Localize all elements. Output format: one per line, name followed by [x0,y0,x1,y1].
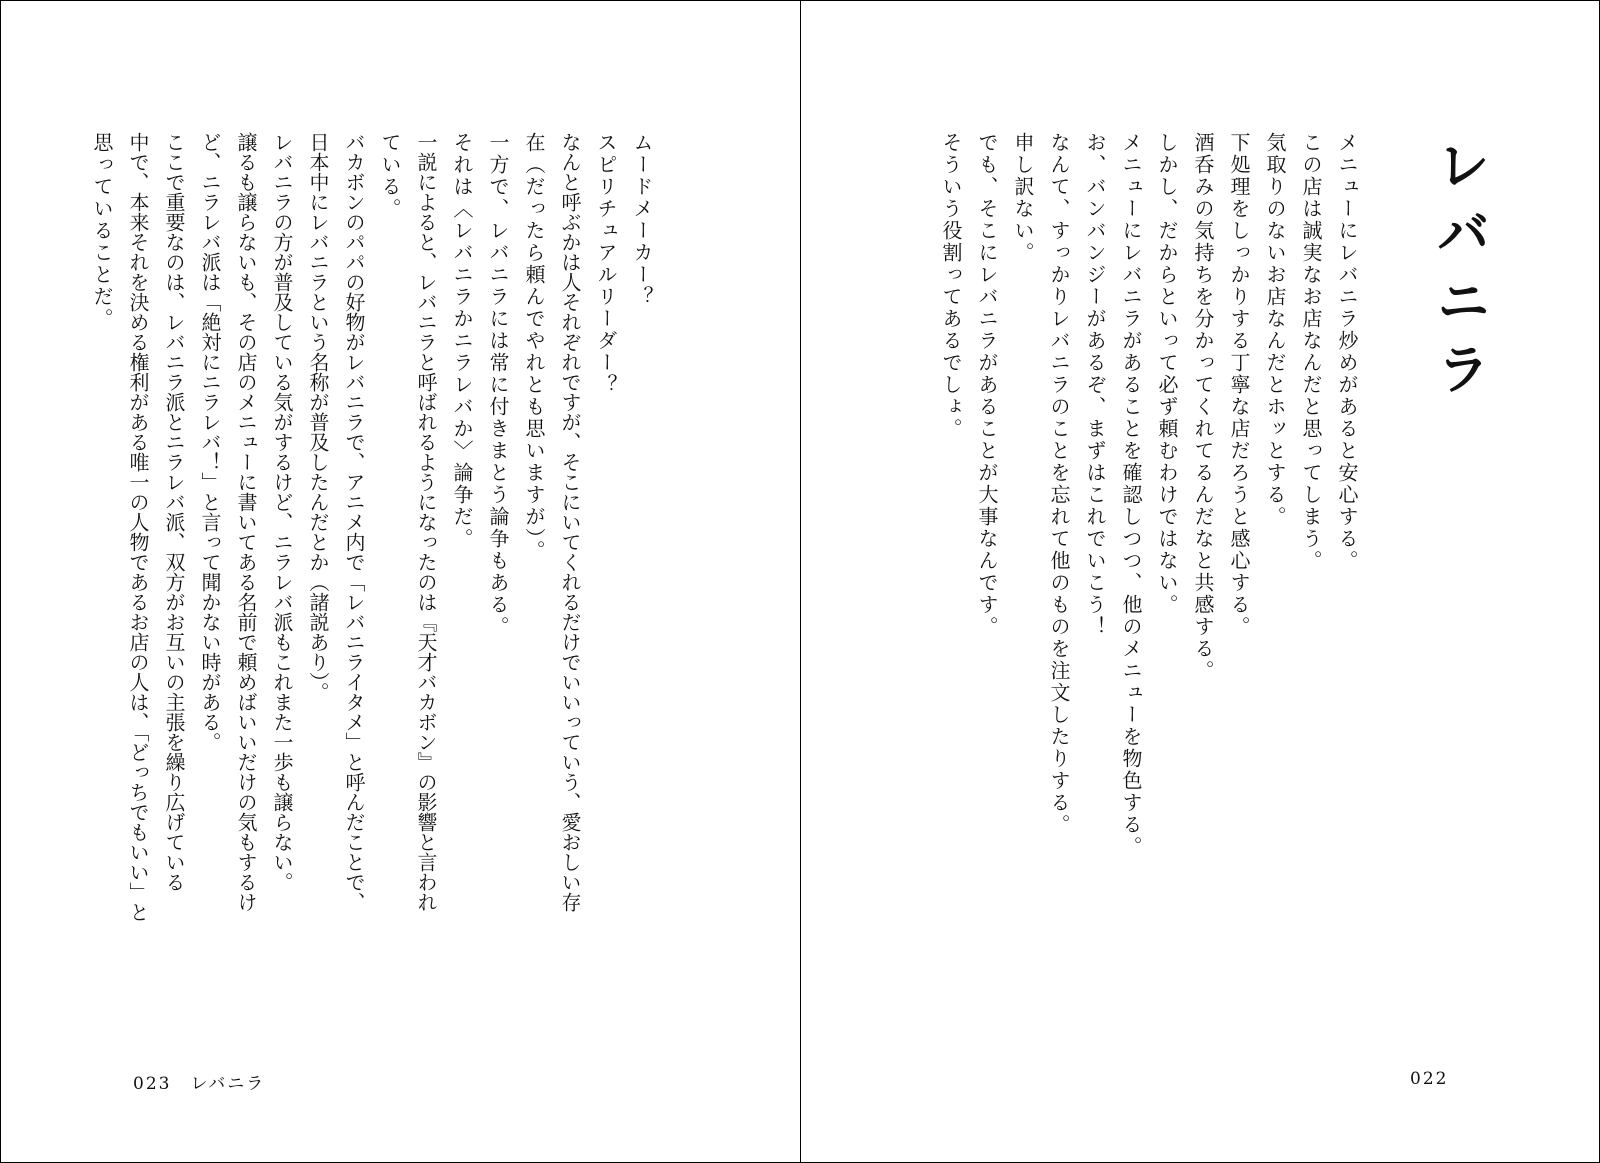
left-text-line: 中で、本来それを決める権利がある唯一の人物であるお店の人は、「どっちでもいい」と [126,132,150,922]
right-text-line: なんて、すっかりレバニラのことを忘れて他のものを注文したりする。 [1047,132,1071,836]
left-text-line: ムードメーカー？ [630,132,654,308]
right-text-line: メニューにレバニラ炒めがあると安心する。 [1335,132,1359,572]
page-number-right: 022 [1410,1069,1449,1089]
right-text-line: 気取りのないお店なんだとホッとする。 [1263,132,1287,528]
right-text-line: そういう役割ってあるでしょ。 [939,132,963,440]
right-text-line: お、バンバンジーがあるぞ、まずはこれでいこう！ [1083,132,1107,638]
left-text-line: 日本中にレバニラという名称が普及したんだとか（諸説あり）。 [306,132,330,702]
left-text-line: ど、ニラレバ派は「絶対にニラレバ！」と言って聞かない時がある。 [198,132,222,752]
left-text-line: それは〈レバニラかニラレバか〉論争だ。 [450,132,474,550]
right-text-line: 酒呑みの気持ちを分かってくれてるんだなと共感する。 [1191,132,1215,682]
right-text-line: しかし、だからといって必ず頼むわけではない。 [1155,132,1179,616]
right-text-line: メニューにレバニラがあることを確認しつつ、他のメニューを物色する。 [1119,132,1143,858]
gutter-divider [800,1,801,1162]
left-text-line: なんと呼ぶかは人それぞれですが、そこにいてくれるだけでいいっていう、愛おしい存 [558,132,582,912]
left-text-line: ている。 [378,132,402,220]
left-text-line: 譲るも譲らないも、その店のメニューに書いてある名前で頼めばいいだけの気もするけ [234,132,258,912]
right-text-line: でも、そこにレバニラがあることが大事なんです。 [975,132,999,638]
left-text-line: レバニラの方が普及している気がするけど、ニラレバ派もこれまた一歩も譲らない。 [270,132,294,892]
page-footer-left: 023 レバニラ [133,1074,266,1094]
left-text-line: 思っていることだ。 [90,132,114,330]
left-text-line: 在（だったら頼んでやれとも思いますが）。 [522,132,546,562]
left-text-line: 一方で、レバニラには常に付きまとう論争もある。 [486,132,510,638]
right-text-line: 下処理をしっかりする丁寧な店だろうと感心する。 [1227,132,1251,638]
left-text-line: バカボンのパパの好物がレバニラで、アニメ内で「レバニライタメ」と呼んだことで、 [342,132,366,912]
left-text-line: ここで重要なのは、レバニラ派とニラレバ派、双方がお互いの主張を繰り広げている [162,132,186,892]
left-text-line: スピリチュアルリーダー？ [594,132,618,396]
right-text-line: 申し訳ない。 [1011,132,1035,264]
left-text-line: 一説によると、レバニラと呼ばれるようになったのは『天才バカボン』の影響と言われ [414,132,438,912]
chapter-title: レバニラ [1428,137,1491,409]
right-text-line: この店は誠実なお店なんだと思ってしまう。 [1299,132,1323,572]
